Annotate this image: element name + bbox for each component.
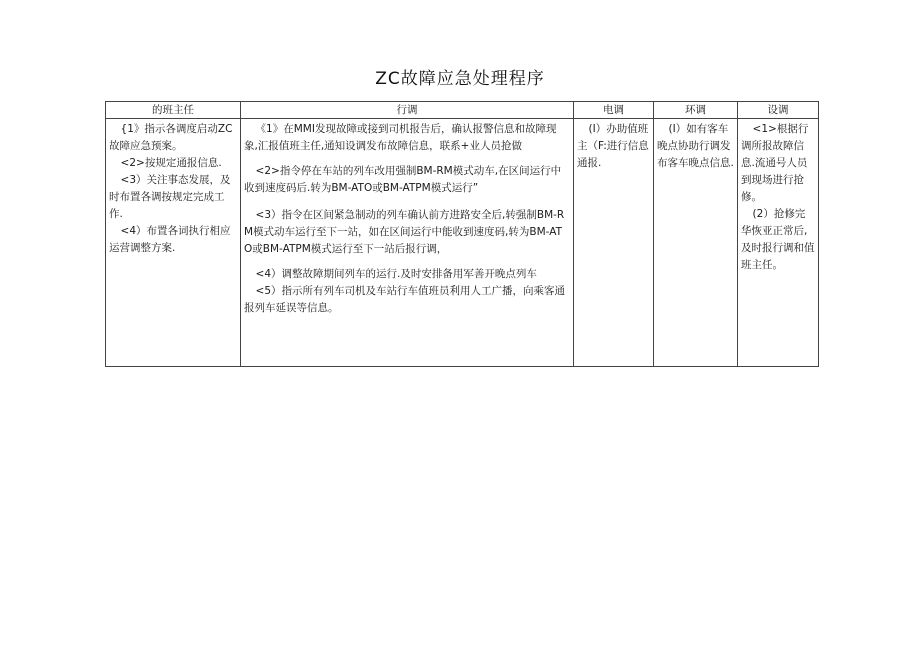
cell-power-dispatcher <box>574 119 654 367</box>
train-step-4: <4）调整故障期间列车的运行.及时安排备用军善开晚点列车 <box>255 268 537 280</box>
procedure-table <box>105 101 819 367</box>
shift-step-4: <4）布置各词执行相应运营调整方案. <box>109 225 231 254</box>
cell-equipment-dispatcher <box>738 119 819 367</box>
header-power-dispatcher: 电调 <box>574 102 654 119</box>
train-step-5: <5）指示所有列车司机及车站行车值班员利用人工广播，向乘客通报列车延误等信息。 <box>244 285 566 314</box>
train-step-2: <2>指令停在车站的列车改用强制BM-RM模式动车,在区间运行中收到速度码后.转为BM-ATO或BM-ATPM模式运行” <box>244 165 562 194</box>
document-title: ZC故障应急处理程序 <box>375 69 545 89</box>
header-shift-supervisor: 的班主任 <box>106 102 241 119</box>
header-train-dispatcher: 行调 <box>241 102 574 119</box>
cell-train-dispatcher <box>241 119 574 367</box>
table-header-row <box>106 102 819 119</box>
cell-shift-supervisor <box>106 119 241 367</box>
power-step-1: (I）办助值班主（F:进行信息通报. <box>577 123 649 169</box>
train-step-3: <3）指令在区间紧急制动的列车确认前方进路安全后,转强制BM-RM模式动车运行至下一站，如在区间运行中能收到速度码,转为BM-ATO或BM-ATPM模式运行至下一站后报行调， <box>244 209 565 255</box>
shift-step-2: <2>按规定通报信息. <box>120 157 222 169</box>
env-step-1: (I）如有客车晚点协助行调发布客车晚点信息. <box>657 123 734 169</box>
table-row <box>106 119 819 367</box>
cell-environment-dispatcher <box>654 119 738 367</box>
header-equipment-dispatcher: 设调 <box>738 102 819 119</box>
shift-step-1: {1》指示各调度启动ZC故障应急预案。 <box>109 123 233 152</box>
shift-step-3: <3）关注事态发展，及时布置各调按规定完成工作. <box>109 174 231 220</box>
header-environment-dispatcher: 环调 <box>654 102 738 119</box>
train-step-1: 《1》在MMI发现故障或接到司机报告后，确认报警信息和故障现象,汇报值班主任,通知设调发布故障信息，联系+业人员抢做 <box>244 123 557 152</box>
equip-step-1: <1>根据行调所报故障信息.流通号人员到现场进行抢修。 <box>741 123 809 203</box>
equip-step-2: (2）抢修完华恢亚正常后,及时报行调和值班主任。 <box>741 208 815 271</box>
